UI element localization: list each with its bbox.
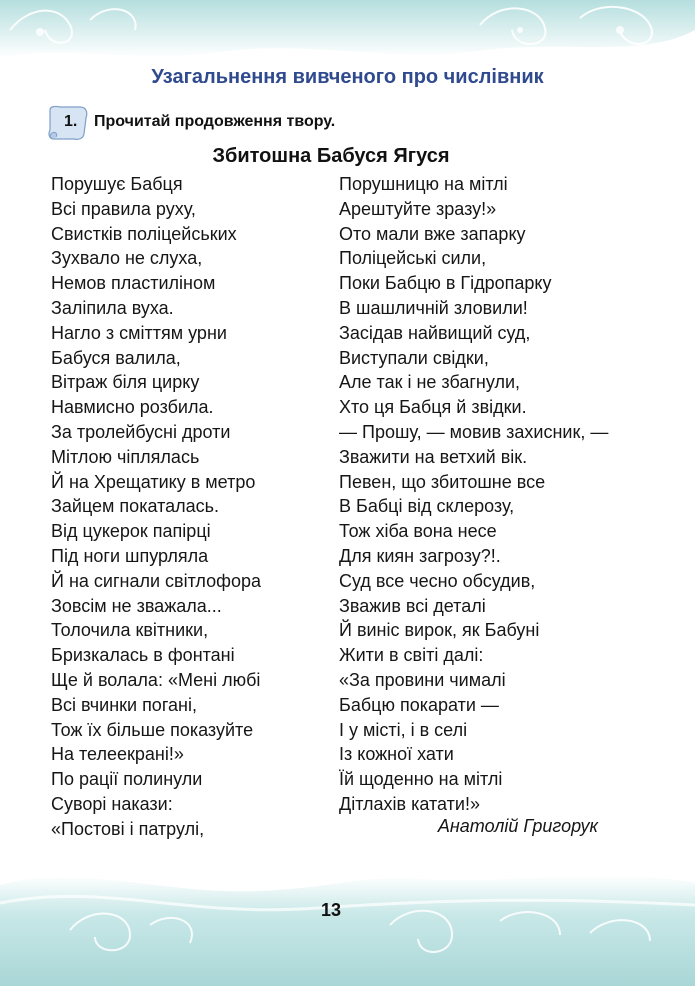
poem-line: По рації полинули (51, 769, 203, 790)
poem-line: Навмисно розбила. (51, 397, 214, 418)
poem-line: Поліцейські сили, (339, 248, 487, 269)
poem-line: Із кожної хати (339, 744, 454, 765)
task-instruction: Прочитай продовження твору. (94, 113, 336, 130)
poem-line: Зважити на ветхий вік. (339, 446, 528, 467)
poem-line: Їй щоденно на мітлі (339, 769, 503, 790)
poem-right-column (339, 172, 608, 817)
poem-line: Зайцем покаталась. (51, 496, 220, 517)
poem-line: Жити в світі далі: (339, 645, 484, 666)
poem-line: Свистків поліцейських (51, 223, 237, 244)
poem-line: Й на сигнали світлофора (51, 570, 261, 591)
poem-line: Зухвало не слуха, (51, 248, 203, 269)
poem-line: Засідав найвищий суд, (339, 322, 531, 343)
poem-line: Толочила квітники, (51, 620, 209, 641)
poem-line: Суд все чесно обсудив, (339, 570, 536, 591)
poem-line: Ото мали вже запарку (339, 223, 526, 244)
poem-line: Вітраж біля цирку (51, 372, 200, 393)
poem-line: Всі вчинки погані, (51, 694, 197, 715)
top-ornament (0, 0, 695, 75)
page-number: 13 (320, 900, 342, 920)
poem-line: Бабцю покарати — (339, 694, 499, 715)
poem-line: Бризкалась в фонтані (51, 645, 235, 666)
poem-line: «За провини чималі (339, 669, 506, 690)
poem-line: Бабуся валила, (51, 347, 181, 368)
poem-line: Мітлою чіплялась (51, 446, 200, 467)
poem-line: Порушує Бабця (51, 174, 183, 194)
poem-line: Тож хіба вона несе (339, 521, 497, 542)
poem-line: Від цукерок папірці (51, 521, 211, 542)
poem-line: Всі правила руху, (51, 198, 196, 219)
poem-line: Нагло з сміттям урни (51, 322, 227, 343)
poem-line: Дітлахів катати!» (339, 793, 480, 814)
poem-line: Арештуйте зразу!» (339, 198, 497, 219)
poem-line: Хто ця Бабця й звідки. (339, 397, 527, 418)
poem-line: На телеекрані!» (51, 744, 184, 765)
poem-line: Заліпила вуха. (51, 297, 174, 318)
poem-line: Тож їх більше показуйте (51, 719, 254, 740)
poem-line: За тролейбусні дроти (51, 421, 231, 442)
poem-line: Поки Бабцю в Гідропарку (339, 273, 552, 294)
poem-line: Певен, що збитошне все (339, 471, 546, 492)
poem-title: Збитошна Бабуся Ягуся (212, 145, 450, 167)
poem-line: «Постові і патрулі, (51, 818, 205, 839)
poem-line: Виступали свідки, (339, 347, 489, 368)
poem-line: Зважив всі деталі (339, 595, 486, 616)
poem-line: І у місті, і в селі (339, 719, 468, 740)
poem-line: Суворі накази: (51, 793, 173, 814)
poem-line: Для киян загрозу?!. (339, 545, 501, 566)
poem-line: Під ноги шпурляла (51, 545, 209, 566)
poem-author: Анатолій Григорук (437, 816, 598, 836)
poem-line: Й на Хрещатику в метро (51, 471, 256, 492)
poem-line: В Бабці від склерозу, (339, 496, 515, 517)
poem-line: Зовсім не зважала... (51, 595, 222, 616)
poem-line: Порушницю на мітлі (339, 174, 508, 194)
poem-left-column (51, 172, 261, 842)
poem-line: Але так і не збагнули, (339, 372, 521, 393)
poem-line: Ще й волала: «Мені любі (51, 669, 261, 690)
section-heading: Узагальнення вивченого про числівник (151, 66, 544, 88)
poem-line: В шашличній зловили! (339, 297, 528, 318)
poem-line: Немов пластиліном (51, 273, 216, 294)
poem-line: Й виніс вирок, як Бабуні (339, 620, 540, 641)
task-number: 1. (64, 113, 78, 130)
poem-line: — Прошу, — мовив захисник, — (339, 421, 609, 442)
